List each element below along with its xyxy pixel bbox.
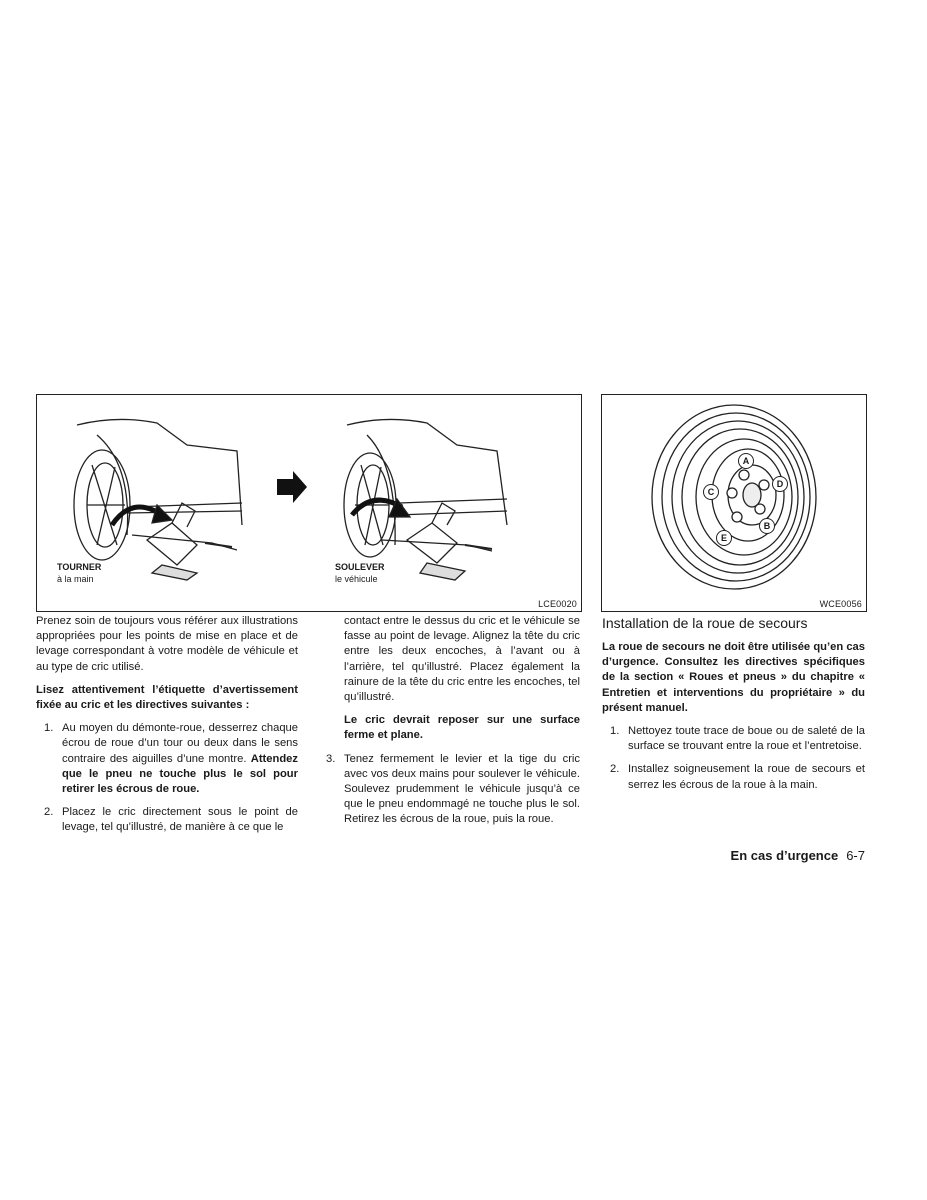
step-number: 2. (610, 763, 620, 776)
steps-list-2 (318, 752, 580, 828)
lug-label-d: D (772, 476, 788, 492)
list-item (36, 721, 298, 797)
intro-paragraph: Prenez soin de toujours vous référer aux illustrations appropriées pour les points de mise en place et de levage correspondant à votre modèle de véhicule et au type de cric utilisé. (36, 615, 298, 673)
list-item (36, 805, 298, 835)
caption-turn-title: TOURNER (57, 562, 102, 572)
lug-label-e: E (716, 530, 732, 546)
spare-wheel-illustration (602, 395, 866, 611)
spare-wheel-figure (601, 394, 867, 612)
step-text: Installez soigneusement la roue de secours et serrez les écrous de la roue à la main. (628, 763, 865, 791)
lug-label-a: A (738, 453, 754, 469)
jack-illustration (37, 395, 581, 611)
jack-illustration-figure (36, 394, 582, 612)
caption-lift-sub: le véhicule (335, 574, 378, 584)
caption-turn (57, 561, 101, 585)
list-item (318, 752, 580, 828)
continued-paragraph: contact entre le dessus du cric et le véhicule se fasse au point de levage. Alignez la tête du cric entre les deux encoches, à l’avant ou à l’arrière, tel qu’illustré. Placez également la rainure de la tête du cric entre les encoches, tel qu’illustré. (344, 615, 580, 704)
warning-paragraph: Lisez attentivement l’étiquette d’avertissement fixée au cric et les directives suivantes : (36, 683, 298, 712)
step-number: 3. (326, 752, 336, 765)
list-item (602, 762, 865, 792)
caption-turn-sub: à la main (57, 574, 94, 584)
surface-warning: Le cric devrait reposer sur une surface ferme et plane. (344, 714, 580, 742)
caption-lift-title: SOULEVER (335, 562, 385, 572)
steps-list-1 (36, 721, 298, 835)
page-number: 6-7 (846, 848, 865, 863)
text-column-2 (318, 614, 580, 836)
step-number: 1. (44, 722, 54, 735)
figure-code-left: LCE0020 (538, 599, 577, 609)
list-item (602, 724, 865, 754)
step-number: 1. (610, 725, 620, 738)
step-text: Placez le cric directement sous le point de levage, tel qu’illustré, de manière à ce que le (62, 806, 298, 834)
step-bold-text: Attendez que le pneu ne touche plus le sol pour retirer les écrous de roue. (62, 752, 298, 796)
lug-label-c: C (703, 484, 719, 500)
steps-list-3 (602, 724, 865, 793)
figure-code-right: WCE0056 (819, 599, 862, 609)
step-number: 2. (44, 806, 54, 819)
spare-warning: La roue de secours ne doit être utilisée qu’en cas d’urgence. Consultez les directives spécifiques de la section « Roues et pneus » du chapitre « Entretien et interventions du propriétaire » du présent manuel. (602, 641, 865, 714)
chapter-title: En cas d’urgence (730, 848, 839, 863)
step-text: Au moyen du démonte-roue, desserrez chaque écrou de roue d’un tour ou deux dans le sens contraire des aiguilles d’une montre. (62, 722, 298, 765)
page-footer (700, 848, 865, 863)
step-text: Tenez fermement le levier et la tige du cric avec vos deux mains pour soulever le véhicule. Soulevez prudemment le véhicule jusqu’à ce que le pneu endommagé ne touche plus le sol. Retirez les écrous de la roue, puis la roue. (344, 752, 580, 826)
step-text: Nettoyez toute trace de boue ou de saleté de la surface se trouvant entre la roue et l’entretoise. (628, 725, 865, 753)
section-title: Installation de la roue de secours (602, 615, 808, 631)
text-column-1 (36, 614, 298, 844)
lug-label-b: B (759, 518, 775, 534)
caption-lift (335, 561, 385, 585)
text-column-3 (602, 614, 865, 801)
